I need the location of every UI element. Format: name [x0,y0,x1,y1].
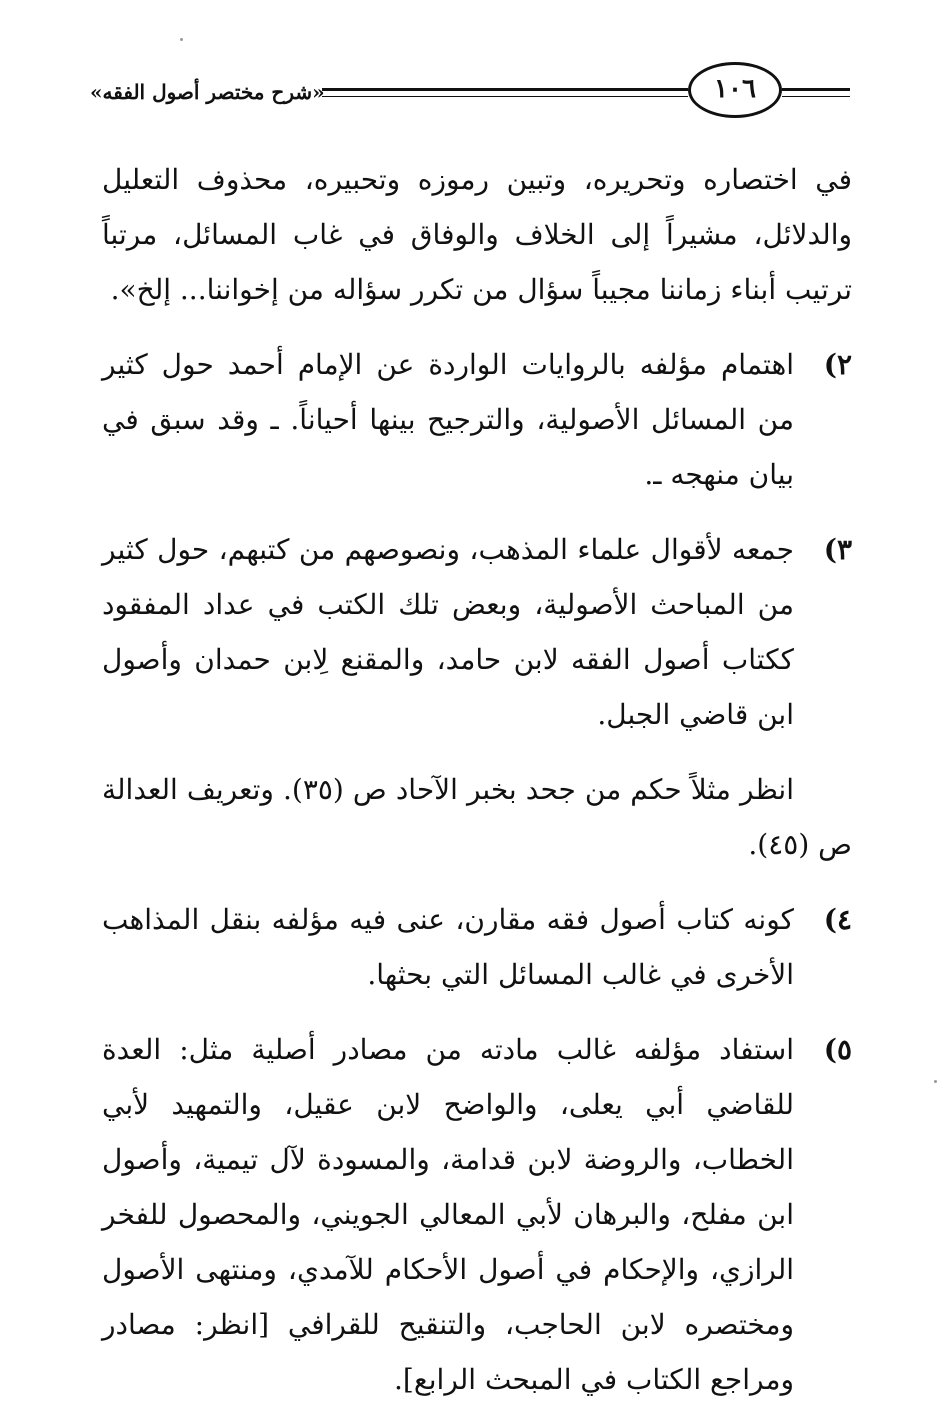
scan-speck [934,1080,937,1083]
header-rule-right [782,88,850,91]
list-item [102,892,852,1002]
header-rule-left [322,88,688,91]
item-number: ٢) [823,348,852,381]
item-text: جمعه لأقوال علماء المذهب، ونصوصهم من كتبهم، حول كثير من المباحث الأصولية، وبعض تلك الكتب في عداد المفقود ككتاب أصول الفقه لابن حامد، والمقنع لِابن حمدان وأصول ابن قاضي الجبل. [102,533,794,731]
page-number [688,62,782,118]
reference-note: انظر مثلاً حكم من جحد بخبر الآحاد ص (٣٥). وتعريف العدالة ص (٤٥). [102,773,852,861]
list-item [102,1022,852,1407]
page-header [90,58,850,130]
item-number: ٣) [823,533,852,566]
item-text: استفاد مؤلفه غالب مادته من مصادر أصلية مثل: العدة للقاضي أبي يعلى، والواضح لابن عقيل، والتمهيد لأبي الخطاب، والروضة لابن قدامة، والمسودة لآل تيمية، وأصول ابن مفلح، والبرهان لأبي المعالي الجويني، والمحصول للفخر الرازي، والإحكام في أصول الأحكام للآمدي، ومنتهى الأصول ومختصره لابن الحاجب، والتنقيح للقرافي [انظر: مصادر ومراجع الكتاب في المبحث الرابع]. [102,1033,794,1396]
list-item [102,522,852,742]
running-title: «شرح مختصر أصول الفقه» [90,80,325,104]
header-rule-left-thin [322,96,688,97]
intro-paragraph: في اختصاره وتحريره، وتبين رموزه وتحبيره، محذوف التعليل والدلائل، مشيراً إلى الخلاف والوفاق في غاب المسائل، مرتباً ترتيب أبناء زماننا مجيباً سؤال من تكرر سؤاله من إخواننا... إلخ». [102,163,852,306]
item-number: ٤) [823,903,852,936]
item-text: اهتمام مؤلفه بالروايات الواردة عن الإمام أحمد حول كثير من المسائل الأصولية، والترجيح بينها أحياناً. ـ وقد سبق في بيان منهجه ـ. [102,348,794,491]
page-body [102,152,852,1427]
header-rule-right-thin [782,96,850,97]
scan-speck [180,38,183,41]
item-text: كونه كتاب أصول فقه مقارن، عنى فيه مؤلفه بنقل المذاهب الأخرى في غالب المسائل التي بحثها. [102,903,794,991]
item-number: ٥) [823,1033,852,1066]
list-item [102,337,852,502]
page-number-text: ١٠٦ [714,74,756,104]
